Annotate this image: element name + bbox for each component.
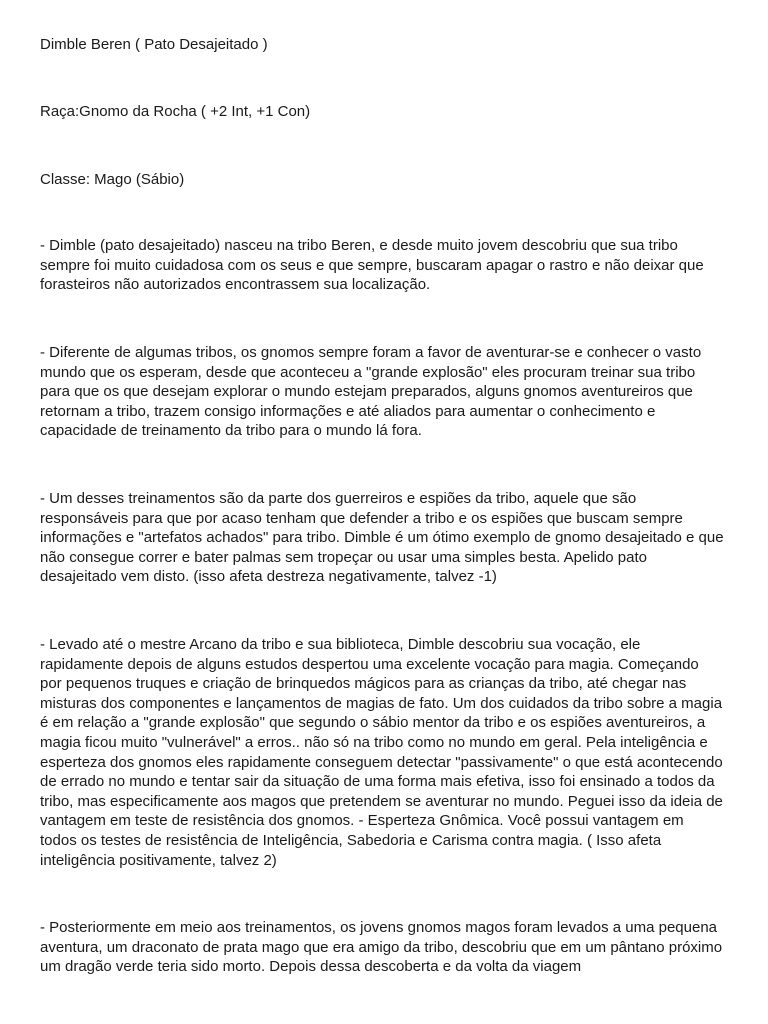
race-line: Raça:Gnomo da Rocha ( +2 Int, +1 Con) [40, 103, 311, 120]
character-name-line: Dimble Beren ( Pato Desajeitado ) [40, 36, 268, 53]
paragraph-adventure: - Posteriormente em meio aos treinamentos, os jovens gnomos magos foram levados a uma pequena aventura, um draconato de prata mago que era amigo da tribo, descobriu que em um pântano próximo um dragão verde teria sido morto. Depois dessa descoberta e da volta da viagem [40, 919, 723, 976]
class-line: Classe: Mago (Sábio) [40, 171, 185, 188]
paragraph-origin: - Dimble (pato desajeitado) nasceu na tribo Beren, e desde muito jovem descobriu que sua tribo sempre foi muito cuidadosa com os seus e que sempre, buscaram apagar o rastro e não deixar que forasteiros não autorizados encontrassem sua localização. [40, 237, 704, 294]
paragraph-training: - Um desses treinamentos são da parte dos guerreiros e espiões da tribo, aquele que são responsáveis para que por acaso tenham que defender a tribo e os espiões que buscam sempre informações e "artefatos achados" para tribo. Dimble é um ótimo exemplo de gnomo desajeitado e que não consegue correr e bater palmas sem tropeçar ou usar uma simples besta. Apelido pato desajeitado vem disto. (isso afeta destreza negativamente, talvez -1) [40, 490, 724, 586]
paragraph-arcane-master: - Levado até o mestre Arcano da tribo e sua biblioteca, Dimble descobriu sua vocação, ele rapidamente depois de alguns estudos despertou uma excelente vocação para magia. Começando por pequenos truques e criação de brinquedos mágicos para as crianças da tribo, até chegar nas misturas dos componentes e lançamentos de magias de fato. Um dos cuidados da tribo sobre a magia é em relação a "grande explosão" que segundo o sábio mentor da tribo e os espiões aventureiros, a magia ficou muito "vulnerável" a erros.. não só na tribo como no mundo em geral. Pela inteligência e esperteza dos gnomos eles rapidamente conseguem detectar "passivamente" o que está acontecendo de errado no mundo e tentar sair da situação de uma forma mais efetiva, isso foi ensinado a todos da tribo, mas especificamente aos magos que pretendem se aventurar no mundo. Peguei isso da ideia de vantagem em teste de resistência dos gnomos. - Esperteza Gnômica. Você possui vantagem em todos os testes de resistência de Inteligência, Sabedoria e Carisma contra magia. ( Isso afeta inteligência positivamente, talvez 2) [40, 636, 723, 869]
paragraph-tribes: - Diferente de algumas tribos, os gnomos sempre foram a favor de aventurar-se e conhecer o vasto mundo que os esperam, desde que aconteceu a "grande explosão" eles procuram treinar sua tribo para que os que desejam explorar o mundo estejam preparados, alguns gnomos aventureiros que retornam a tribo, trazem consigo informações e até aliados para aumentar o conhecimento e capacidade de treinamento da tribo para o mundo lá fora. [40, 344, 702, 440]
